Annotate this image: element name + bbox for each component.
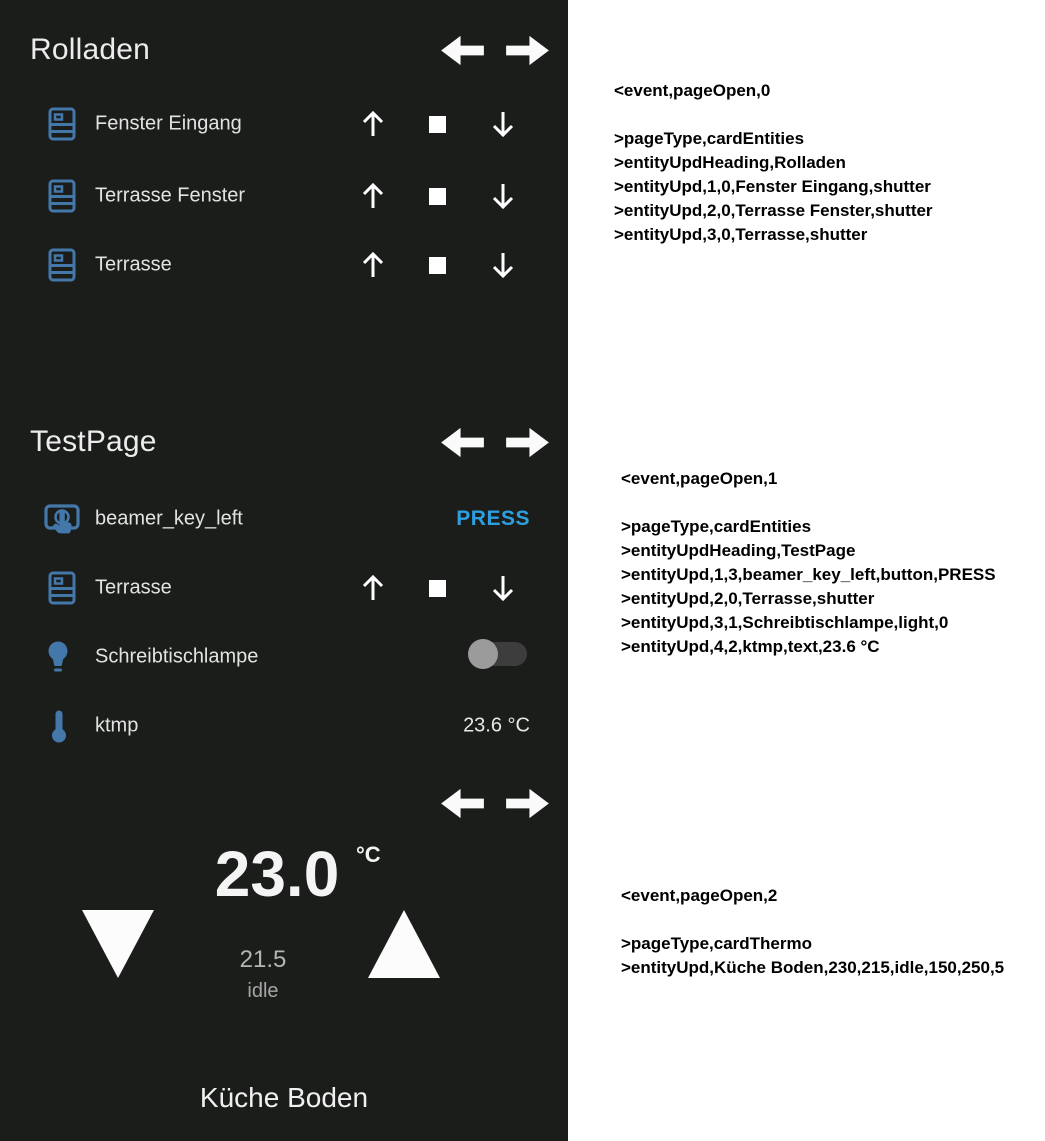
entity-label: Terrasse xyxy=(95,576,172,599)
shutter-icon xyxy=(48,570,84,606)
page-title: TestPage xyxy=(30,425,157,458)
entity-label: Fenster Eingang xyxy=(95,112,242,135)
shutter-icon xyxy=(48,247,84,283)
log-line: >entityUpdHeading,Rolladen xyxy=(614,153,846,172)
log-line: >entityUpd,1,0,Fenster Eingang,shutter xyxy=(614,177,931,196)
arrow-up-icon xyxy=(359,181,387,211)
triangle-down-icon xyxy=(80,908,156,980)
shutter-icon xyxy=(48,106,84,142)
shutter-down-button[interactable] xyxy=(485,570,521,606)
log-block xyxy=(621,884,1004,980)
log-line: >pageType,cardEntities xyxy=(621,517,812,536)
arrow-right-icon xyxy=(506,786,549,821)
log-line: >entityUpd,3,0,Terrasse,shutter xyxy=(614,225,868,244)
press-button[interactable]: PRESS xyxy=(456,507,530,530)
nav-right-button[interactable] xyxy=(506,33,549,68)
log-line: >entityUpd,1,3,beamer_key_left,button,PRESS xyxy=(621,565,996,584)
lightbulb-icon xyxy=(46,639,82,675)
shutter-up-button[interactable] xyxy=(355,570,391,606)
triangle-up-icon xyxy=(366,908,442,980)
entity-label: Schreibtischlampe xyxy=(95,645,259,668)
target-temperature: 21.5 xyxy=(239,946,287,973)
shutter-down-button[interactable] xyxy=(485,106,521,142)
arrow-right-icon xyxy=(506,33,549,68)
entity-row xyxy=(0,499,568,539)
log-block xyxy=(621,467,996,659)
arrow-down-icon xyxy=(489,109,517,139)
entity-label: Terrasse Fenster xyxy=(95,184,246,207)
shutter-down-button[interactable] xyxy=(485,247,521,283)
temperature-value: 23.6 °C xyxy=(463,714,530,737)
shutter-stop-button[interactable] xyxy=(420,248,454,282)
log-line: >entityUpdHeading,TestPage xyxy=(621,541,856,560)
log-event-line: <event,pageOpen,0 xyxy=(614,81,771,100)
shutter-stop-button[interactable] xyxy=(420,571,454,605)
log-line: >pageType,cardThermo xyxy=(621,934,812,953)
hvac-state: idle xyxy=(247,980,279,1002)
nav-left-button[interactable] xyxy=(441,33,484,68)
stop-square-icon xyxy=(429,188,446,205)
entity-label: beamer_key_left xyxy=(95,507,243,530)
arrow-left-icon xyxy=(441,786,484,821)
gesture-tap-icon xyxy=(44,501,80,537)
log-event-line: <event,pageOpen,2 xyxy=(621,886,778,905)
shutter-up-button[interactable] xyxy=(355,178,391,214)
page-title: Rolladen xyxy=(30,33,151,66)
shutter-icon xyxy=(48,178,84,214)
entity-label: Terrasse xyxy=(95,253,172,276)
log-line: >entityUpd,2,0,Terrasse,shutter xyxy=(621,589,875,608)
log-line: >entityUpd,Küche Boden,230,215,idle,150,250,5 xyxy=(621,958,1005,977)
arrow-up-icon xyxy=(359,250,387,280)
arrow-left-icon xyxy=(441,33,484,68)
thermo-title: Küche Boden xyxy=(199,1082,369,1113)
arrow-down-icon xyxy=(489,181,517,211)
entity-label: ktmp xyxy=(95,714,139,737)
toggle-switch[interactable] xyxy=(470,642,527,666)
toggle-knob xyxy=(468,639,498,669)
entity-row xyxy=(0,568,568,608)
log-line: >entityUpd,4,2,ktmp,text,23.6 °C xyxy=(621,637,880,656)
arrow-up-icon xyxy=(359,573,387,603)
shutter-down-button[interactable] xyxy=(485,178,521,214)
temp-up-button[interactable] xyxy=(366,908,442,985)
nav-left-button[interactable] xyxy=(441,425,484,460)
log-line: >entityUpd,3,1,Schreibtischlampe,light,0 xyxy=(621,613,949,632)
entity-row xyxy=(0,245,568,285)
nav-left-button[interactable] xyxy=(441,786,484,821)
log-event-line: <event,pageOpen,1 xyxy=(621,469,778,488)
shutter-up-button[interactable] xyxy=(355,247,391,283)
arrow-right-icon xyxy=(506,425,549,460)
log-block xyxy=(614,79,933,247)
stop-square-icon xyxy=(429,580,446,597)
log-line: >entityUpd,2,0,Terrasse Fenster,shutter xyxy=(614,201,933,220)
shutter-stop-button[interactable] xyxy=(420,179,454,213)
current-temperature: 23.0 xyxy=(214,838,340,910)
thermometer-icon xyxy=(50,708,86,744)
stop-square-icon xyxy=(429,116,446,133)
arrow-down-icon xyxy=(489,573,517,603)
nav-right-button[interactable] xyxy=(506,786,549,821)
arrow-left-icon xyxy=(441,425,484,460)
arrow-down-icon xyxy=(489,250,517,280)
arrow-up-icon xyxy=(359,109,387,139)
entity-row xyxy=(0,104,568,144)
log-line: >pageType,cardEntities xyxy=(614,129,805,148)
temp-down-button[interactable] xyxy=(80,908,156,985)
shutter-stop-button[interactable] xyxy=(420,107,454,141)
entity-row xyxy=(0,176,568,216)
nav-right-button[interactable] xyxy=(506,425,549,460)
entity-row xyxy=(0,706,568,746)
temperature-unit: °C xyxy=(356,842,381,867)
shutter-up-button[interactable] xyxy=(355,106,391,142)
stop-square-icon xyxy=(429,257,446,274)
